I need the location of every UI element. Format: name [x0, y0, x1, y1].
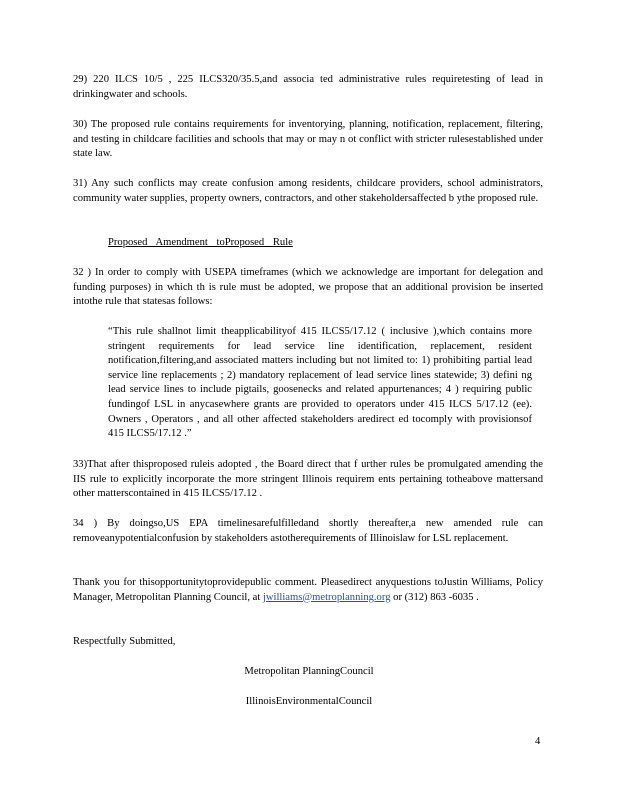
- paragraph-34: 34 ) By doingso,US EPA timelinesarefulfilledand shortly thereafter,a new amended rule can removeanypotentialconfusion by stakeholders astotherequirements of Illinoislaw for LSL replacement.: [73, 518, 543, 544]
- signatory-metropolitan-planning-council: Metropolitan PlanningCouncil: [244, 666, 374, 677]
- proposed-provision-quote: “This rule shallnot limit theapplicabilityof 415 ILCS5/17.12 ( inclusive ),which contains more stringent requirements for lead service line identification, replacement, resident notification,filtering,and associated matters including but not limited to: 1) prohibiting partial lead service line replacements ; 2) mandatory replacement of lead service lines statewide; 3) defini ng lead service lines to include pigtails, goosenecks and related appurtenances; 4 ) requiring public fundingof LSL in anycasewhere grants are provided to operators under 415 ILCS 5/17.12 (ee). Owners , Operators , and all other affected stakeholders aredirect ed tocomply with provisionsof 415 ILCS5/17.12 .”: [108, 326, 532, 440]
- paragraph-31: 31) Any such conflicts may create confusion among residents, childcare providers, school administrators, community water supplies, property owners, contractors, and other stakeholdersaffected b ythe proposed rule.: [73, 178, 543, 204]
- paragraph-30: 30) The proposed rule contains requirements for inventorying, planning, notification, replacement, filtering, and testing in childcare facilities and schools that may or may n ot conflict with stricter rulesestablished under state law.: [73, 119, 543, 160]
- closing-line: Respectfully Submitted,: [73, 636, 176, 647]
- thanks-text: Thank you for thisopportunitytoprovidepublic comment. Pleasedirect anyquestions toJustin Williams, Policy Manager, Metropolitan Planning Council, at: [73, 577, 543, 603]
- thanks-paragraph: [73, 576, 543, 605]
- signatory-illinois-environmental-council: IllinoisEnvironmentalCouncil: [245, 696, 373, 707]
- page-number: 4: [535, 736, 541, 747]
- paragraph-29: 29) 220 ILCS 10/5 , 225 ILCS320/35.5,and associa ted administrative rules requiretesting of lead in drinkingwater and schools.: [73, 74, 543, 100]
- paragraph-33: 33)That after thisproposed ruleis adopted , the Board direct that f urther rules be promulgated amending the IIS rule to explicitly incorporate the more stringent Illinois requirem ents pertaining totheabove mattersand other matterscontained in 415 ILCS5/17.12 .: [73, 459, 543, 500]
- email-link[interactable]: jwilliams@metroplanning.org: [262, 591, 391, 603]
- thanks-phone-text: or (312) 863 -6035 .: [390, 591, 479, 603]
- section-heading: Proposed Amendment toProposed Rule: [108, 237, 293, 248]
- paragraph-32: 32 ) In order to comply with USEPA timeframes (which we acknowledge are important for delegation and funding purposes) in which th is rule must be adopted, we propose that an additional provision be inserted intothe rule that statesas follows:: [73, 267, 543, 308]
